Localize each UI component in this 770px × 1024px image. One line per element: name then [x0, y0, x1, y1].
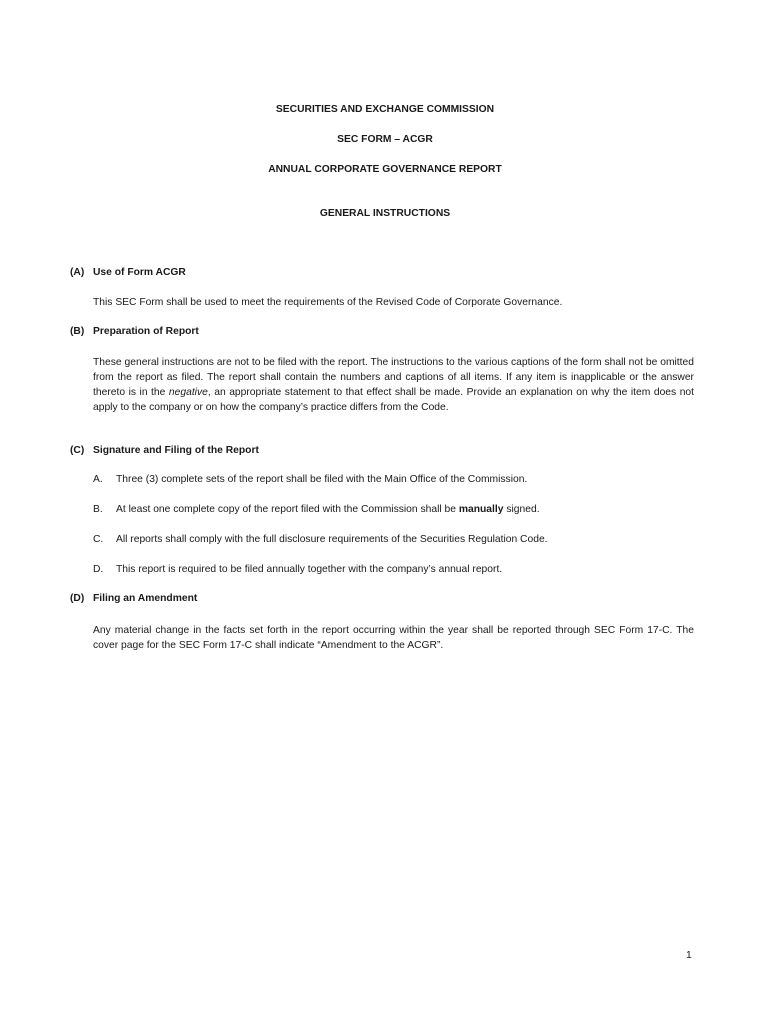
- section-c-heading: [70, 445, 259, 456]
- form-title: SEC FORM – ACGR: [337, 134, 433, 145]
- item-marker: B.: [93, 504, 103, 515]
- section-b-text-start: These general instructions are not to be filed with the report. The instructions to the various captions of the form shall not be omitted from the report as filed. The report shall contain the numbers and captions of all items. If any item is inapplicable or the answer thereto is in the: [93, 357, 694, 398]
- item-marker: C.: [93, 534, 104, 545]
- section-c-letter: (C): [70, 445, 85, 456]
- section-a-heading: [70, 267, 186, 278]
- item-text-end: signed.: [503, 504, 540, 515]
- section-c-item-b: [93, 504, 694, 515]
- section-c-title: Signature and Filing of the Report: [93, 445, 259, 456]
- section-a-text: This SEC Form shall be used to meet the requirements of the Revised Code of Corporate Governance.: [93, 297, 563, 308]
- item-text: Three (3) complete sets of the report shall be filed with the Main Office of the Commission.: [116, 474, 528, 485]
- item-text-start: At least one complete copy of the report filed with the Commission shall be: [116, 504, 459, 515]
- section-b-text-emphasis: negative: [168, 387, 208, 398]
- section-d-title: Filing an Amendment: [93, 593, 198, 604]
- section-b-text-end: , an appropriate statement to that effect shall be made. Provide an explanation on why the item does not apply to the company or on how the company’s practice differs from the Code.: [93, 387, 695, 413]
- section-b-title: Preparation of Report: [93, 326, 199, 337]
- section-b-heading: [70, 326, 199, 337]
- item-marker: A.: [93, 474, 103, 485]
- section-a-letter: (A): [70, 267, 85, 278]
- section-b-text: [93, 355, 694, 415]
- item-text-bold: manually: [458, 504, 504, 515]
- item-text: This report is required to be filed annually together with the company’s annual report.: [116, 564, 503, 575]
- agency-title: SECURITIES AND EXCHANGE COMMISSION: [275, 104, 495, 115]
- section-a-title: Use of Form ACGR: [93, 267, 186, 278]
- section-d-heading: [70, 593, 197, 604]
- instructions-heading: GENERAL INSTRUCTIONS: [319, 208, 451, 219]
- section-d-letter: (D): [70, 593, 85, 604]
- item-marker: D.: [93, 564, 104, 575]
- section-b-letter: (B): [70, 326, 85, 337]
- section-c-item-a: [93, 474, 694, 485]
- section-d-text: Any material change in the facts set forth in the report occurring within the year shall be reported through SEC Form 17-C. The cover page for the SEC Form 17-C shall indicate “Amendment to the ACGR”.: [93, 625, 694, 651]
- section-c-item-d: [93, 564, 694, 575]
- page-number: 1: [686, 950, 692, 961]
- item-text: All reports shall comply with the full disclosure requirements of the Securities Regulation Code.: [116, 534, 548, 545]
- report-title: ANNUAL CORPORATE GOVERNANCE REPORT: [268, 164, 502, 175]
- section-c-item-c: [93, 534, 694, 545]
